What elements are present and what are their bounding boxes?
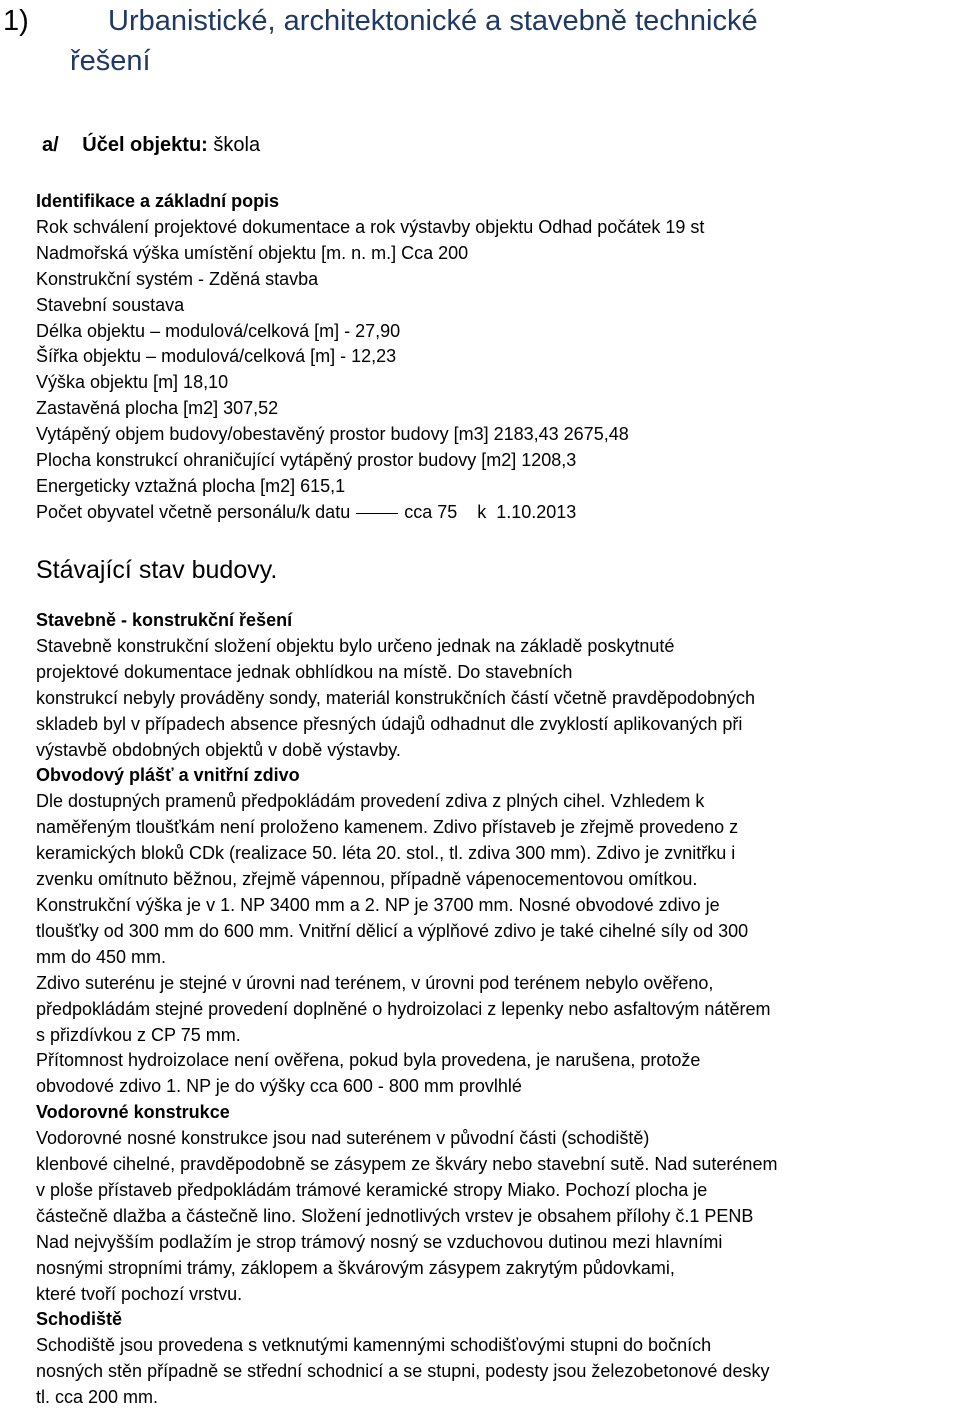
identification-line: Délka objektu – modulová/celková [m] - 27,90: [36, 320, 401, 341]
walls-line: mm do 450 mm.: [36, 946, 167, 967]
walls-title: Obvodový plášť a vnitřní zdivo: [36, 765, 300, 786]
building-purpose: [42, 132, 260, 158]
identification-line: Konstrukční systém - Zděná stavba: [36, 268, 319, 289]
construction-line: výstavbě obdobných objektů v době výstavby.: [36, 739, 401, 760]
stairs-line: Schodiště jsou provedena s vetknutými kamennými schodišťovými stupni do bočních: [36, 1335, 712, 1356]
walls-line: zvenku omítnuto běžnou, zřejmě vápennou, případně vápenocementovou omítkou.: [36, 869, 698, 890]
walls-line: tloušťky od 300 mm do 600 mm. Vnitřní dělicí a výplňové zdivo je také cihelné síly od 300: [36, 920, 749, 941]
construction-line: skladeb byl v případech absence přesných údajů odhadnut dle zvyklostí aplikovaných při: [36, 713, 743, 734]
occupants-value: cca 75 k 1.10.2013: [404, 501, 577, 522]
horizontal-line: Nad nejvyšším podlažím je strop trámový nosný se vzduchovou dutinou mezi hlavními: [36, 1231, 723, 1252]
occupants-line: [36, 500, 960, 526]
construction-line: konstrukcí nebyly prováděny sondy, materiál konstrukčních částí včetně pravděpodobných: [36, 687, 756, 708]
stairs-title: Schodiště: [36, 1309, 123, 1330]
walls-line: keramických bloků CDk (realizace 50. léta 20. stol., tl. zdiva 300 mm). Zdivo je zvnitřku i: [36, 843, 736, 864]
construction-line: Stavebně konstrukční složení objektu bylo určeno jednak na základě poskytnuté: [36, 635, 675, 656]
horizontal-line: které tvoří pochozí vrstvu.: [36, 1283, 243, 1304]
walls-line: naměřeným tloušťkám není proloženo kamenem. Zdivo přístaveb je zřejmě provedeno z: [36, 817, 739, 838]
heading-title-line-1: Urbanistické, architektonické a stavebně technické: [108, 5, 758, 37]
identification-line: Zastavěná plocha [m2] 307,52: [36, 398, 279, 419]
horizontal-line: v ploše přístaveb předpokládám trámové keramické stropy Miako. Pochozí plocha je: [36, 1179, 708, 1200]
walls-line: Zdivo suterénu je stejné v úrovni nad terénem, v úrovni pod terénem nebylo ověřeno,: [36, 972, 714, 993]
dash-line: [356, 513, 398, 514]
walls-line: Dle dostupných pramenů předpokládám provedení zdiva z plných cihel. Vzhledem k: [36, 791, 705, 812]
stairs-line: nosných stěn případně se střední schodnicí a se stupni, podesty jsou železobetonové desky: [36, 1361, 770, 1382]
identification-line: Energeticky vztažná plocha [m2] 615,1: [36, 475, 346, 496]
identification-line: Nadmořská výška umístění objektu [m. n. m.] Cca 200: [36, 242, 469, 263]
current-state-section: [36, 555, 960, 586]
heading-number: 1): [3, 5, 29, 37]
walls-line: Konstrukční výška je v 1. NP 3400 mm a 2. NP je 3700 mm. Nosné obvodové zdivo je: [36, 894, 720, 915]
heading-title-line-2: řešení: [70, 45, 151, 77]
purpose-value: škola: [213, 134, 261, 156]
horizontal-line: částečně dlažba a částečně lino. Složení jednotlivých vrstev je obsahem přílohy č.1 PENB: [36, 1205, 754, 1226]
purpose-label: Účel objektu:: [82, 134, 208, 156]
identification-title: Identifikace a základní popis: [36, 191, 280, 211]
horizontal-line: Vodorovné nosné konstrukce jsou nad suterénem v původní části (schodiště): [36, 1128, 650, 1149]
horizontal-line: klenbové cihelné, pravděpodobně se zásypem ze škváry nebo stavební sutě. Nad suterénem: [36, 1154, 778, 1175]
horizontal-title: Vodorovné konstrukce: [36, 1102, 230, 1123]
horizontal-line: nosnými stropními trámy, záklopem a škvárovým zásypem zakrytým půdovkami,: [36, 1257, 675, 1278]
occupants-label: Počet obyvatel včetně personálu/k datu: [36, 501, 351, 522]
identification-line: Výška objektu [m] 18,10: [36, 372, 229, 393]
construction-section: [36, 608, 960, 1411]
construction-title: Stavebně - konstrukční řešení: [36, 610, 293, 630]
identification-line: Plocha konstrukcí ohraničující vytápěný prostor budovy [m2] 1208,3: [36, 450, 577, 471]
walls-line: obvodové zdivo 1. NP je do výšky cca 600 - 800 mm provlhlé: [36, 1076, 522, 1097]
current-state-title: Stávající stav budovy.: [36, 556, 278, 584]
construction-line: projektové dokumentace jednak obhlídkou na místě. Do stavebních: [36, 661, 573, 682]
identification-line: Rok schválení projektové dokumentace a rok výstavby objektu Odhad počátek 19 st: [36, 216, 705, 237]
stairs-line: tl. cca 200 mm.: [36, 1387, 159, 1408]
identification-section: [36, 189, 960, 526]
identification-line: Vytápěný objem budovy/obestavěný prostor budovy [m3] 2183,43 2675,48: [36, 424, 629, 445]
purpose-prefix: a/: [42, 134, 59, 156]
walls-line: s přizdívkou z CP 75 mm.: [36, 1024, 241, 1045]
walls-line: předpokládám stejné provedení doplněné o hydroizolaci z lepenky nebo asfaltovým nátěrem: [36, 998, 771, 1019]
walls-line: Přítomnost hydroizolace není ověřena, pokud byla provedena, je narušena, protože: [36, 1050, 701, 1071]
identification-line: Stavební soustava: [36, 294, 185, 315]
identification-line: Šířka objektu – modulová/celková [m] - 12,23: [36, 346, 397, 367]
